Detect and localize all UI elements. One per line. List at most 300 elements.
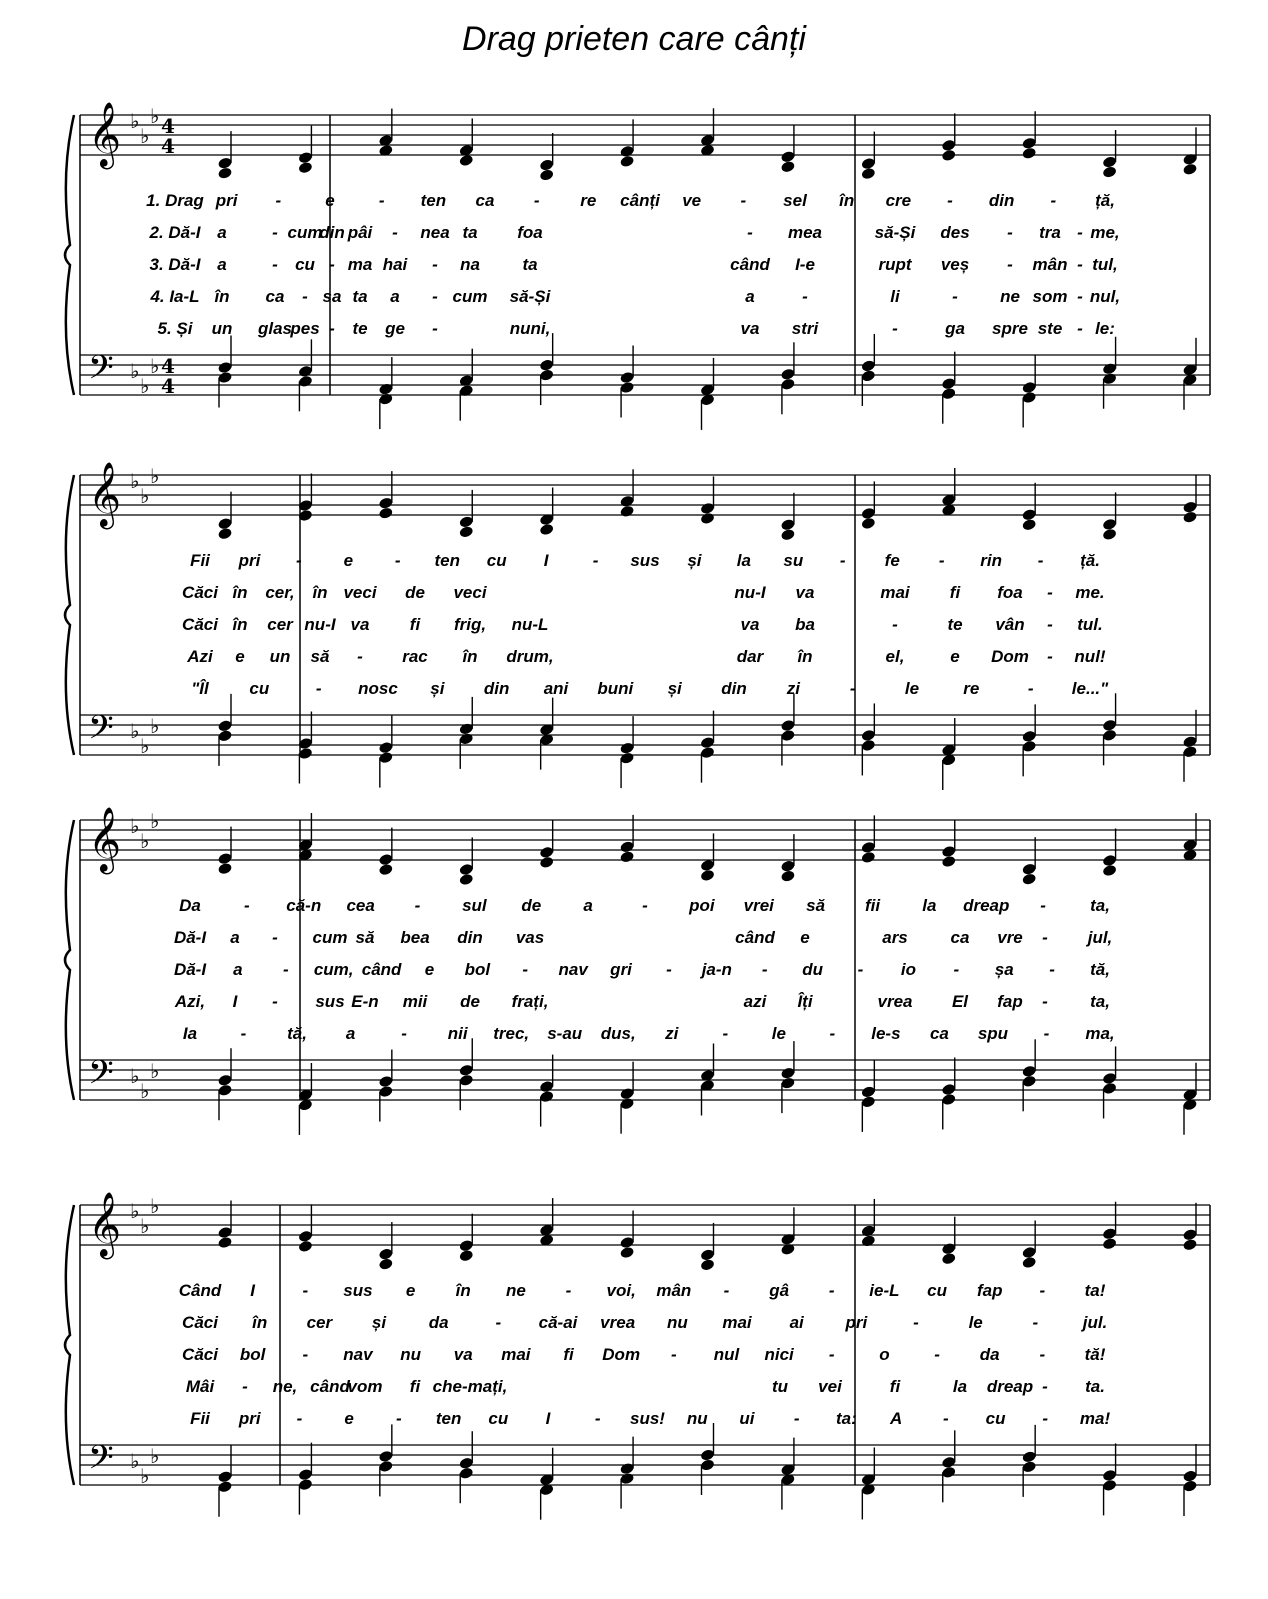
lyric-syllable: - xyxy=(1042,1377,1048,1396)
lyric-syllable: - xyxy=(1027,679,1034,698)
lyric-syllable: bol xyxy=(239,1345,266,1364)
note-head xyxy=(1021,518,1036,531)
lyric-line xyxy=(60,190,1210,212)
lyric-syllable: re xyxy=(963,679,980,698)
lyric-syllable: gri xyxy=(610,960,632,979)
lyric-syllable: că-ai xyxy=(538,1313,578,1332)
lyric-syllable: - xyxy=(1007,223,1013,242)
lyric-syllable: și xyxy=(371,1313,387,1332)
lyric-syllable: ie-L xyxy=(869,1281,900,1300)
lyric-syllable: - xyxy=(522,960,529,979)
lyric-syllable: vrea xyxy=(877,992,913,1011)
lyric-syllable: voi, xyxy=(606,1281,636,1300)
note-head xyxy=(539,168,554,181)
lyric-syllable: re xyxy=(580,191,597,210)
lyric-syllable: - xyxy=(394,551,401,570)
lyric-syllable: cu xyxy=(486,551,507,570)
lyric-syllable: a xyxy=(233,960,243,979)
lyric-syllable: 2. Dă-I xyxy=(149,223,201,242)
lyric-syllable: cum xyxy=(452,287,488,306)
lyric-syllable: fi xyxy=(889,1377,901,1396)
note-head xyxy=(861,517,876,530)
lyric-syllable: - xyxy=(432,255,438,274)
lyric-syllable: în xyxy=(312,583,328,602)
lyric-line xyxy=(60,222,1210,244)
lyric-syllable: e xyxy=(344,1409,354,1428)
lyric-syllable: sus xyxy=(630,551,660,570)
lyric-syllable: frig, xyxy=(453,615,487,634)
lyric-syllable: a xyxy=(745,287,755,306)
lyric-syllable: pri xyxy=(238,551,261,570)
lyric-syllable: mea xyxy=(787,223,823,242)
lyric-syllable: a xyxy=(583,896,593,915)
lyric-syllable: ta! xyxy=(1084,1281,1106,1300)
lyric-syllable: el, xyxy=(885,647,905,666)
lyric-syllable: spre xyxy=(992,319,1028,338)
lyric-syllable: sus xyxy=(315,992,345,1011)
lyric-syllable: - xyxy=(747,223,753,242)
lyric-syllable: dus, xyxy=(600,1024,636,1043)
lyric-syllable: e xyxy=(800,928,810,947)
lyric-syllable: vas xyxy=(515,928,545,947)
note-head xyxy=(217,166,232,179)
lyric-syllable: - xyxy=(1042,1409,1049,1428)
lyric-syllable: ță. xyxy=(1080,551,1100,570)
lyric-syllable: - xyxy=(892,319,898,338)
lyric-syllable: Fii xyxy=(190,1409,210,1428)
lyric-syllable: gâ xyxy=(769,1281,790,1300)
lyric-syllable: - xyxy=(495,1313,502,1332)
page-title: Drag prieten care cânți xyxy=(462,20,806,58)
lyric-syllable: - xyxy=(1032,1313,1039,1332)
lyric-syllable: ge xyxy=(385,319,405,338)
lyric-syllable: - xyxy=(1077,223,1083,242)
lyric-syllable: să xyxy=(806,896,826,915)
lyric-syllable: mii xyxy=(402,992,428,1011)
lyric-syllable: sul xyxy=(462,896,487,915)
flat-icon: ♭ xyxy=(130,719,140,743)
lyric-syllable: ca xyxy=(950,928,970,947)
lyric-syllable: le xyxy=(968,1313,983,1332)
lyric-syllable: ta: xyxy=(835,1409,857,1428)
lyric-syllable: - xyxy=(275,191,282,210)
lyric-syllable: - xyxy=(244,896,250,915)
lyric-syllable: - xyxy=(1049,960,1055,979)
lyric-syllable: pri xyxy=(845,1313,868,1332)
lyric-syllable: ta. xyxy=(1085,1377,1105,1396)
lyric-syllable: din xyxy=(457,928,483,947)
lyric-syllable: I-e xyxy=(795,255,815,274)
lyric-syllable: da xyxy=(979,1345,1000,1364)
lyric-syllable: pâi xyxy=(347,223,373,242)
flat-icon: ♭ xyxy=(130,1449,140,1473)
lyric-syllable: 1. Drag xyxy=(146,191,204,210)
lyric-syllable: - xyxy=(1007,255,1013,274)
lyric-syllable: - xyxy=(793,1409,800,1428)
time-signature: 4 xyxy=(161,354,175,378)
note-head xyxy=(941,149,956,162)
lyric-syllable: va xyxy=(740,615,760,634)
lyric-syllable: Îți xyxy=(797,992,813,1011)
music-system xyxy=(60,95,1210,435)
lyric-syllable: - xyxy=(594,1409,601,1428)
lyric-syllable: nu-I xyxy=(734,583,766,602)
lyric-line xyxy=(60,678,1210,700)
flat-icon: ♭ xyxy=(150,809,160,833)
flat-icon: ♭ xyxy=(130,109,140,133)
lyric-syllable: - xyxy=(272,992,278,1011)
lyric-syllable: ne, xyxy=(272,1377,298,1396)
lyric-syllable: - xyxy=(1039,1345,1046,1364)
lyric-syllable: poi xyxy=(689,896,715,915)
lyric-syllable: vre xyxy=(997,928,1023,947)
lyric-syllable: fe xyxy=(884,551,900,570)
note-head xyxy=(619,155,634,168)
flat-icon: ♭ xyxy=(130,1199,140,1223)
note-head xyxy=(700,869,715,882)
lyric-syllable: - xyxy=(1037,551,1044,570)
lyric-syllable: fap xyxy=(997,992,1023,1011)
treble-clef-icon: 𝄞 xyxy=(88,807,122,872)
lyric-syllable: - xyxy=(828,1345,835,1364)
lyric-syllable: 4. Ia-L xyxy=(150,287,200,306)
lyric-syllable: - xyxy=(378,191,385,210)
lyric-syllable: ani xyxy=(543,679,569,698)
lyric-syllable: - xyxy=(828,1281,835,1300)
lyric-syllable: vrea xyxy=(600,1313,636,1332)
lyric-syllable: cu xyxy=(985,1409,1006,1428)
lyric-syllable: e xyxy=(325,191,335,210)
note-head xyxy=(298,1240,313,1253)
lyric-syllable: stri xyxy=(791,319,819,338)
note-head xyxy=(1182,1238,1197,1251)
music-system xyxy=(60,800,1210,1140)
flat-icon: ♭ xyxy=(130,359,140,383)
note-head xyxy=(861,167,876,180)
lyric-syllable: Ia xyxy=(182,1024,198,1043)
note-head xyxy=(378,506,393,519)
lyric-syllable: me, xyxy=(1090,223,1120,242)
lyric-syllable: ve xyxy=(682,191,702,210)
bass-clef-icon: 𝄢 xyxy=(88,709,114,755)
lyric-syllable: cer xyxy=(306,1313,333,1332)
lyric-syllable: ță, xyxy=(1095,191,1115,210)
lyric-syllable: - xyxy=(432,319,438,338)
lyric-syllable: - xyxy=(666,960,672,979)
note-head xyxy=(780,160,795,173)
lyric-line xyxy=(60,318,1210,340)
lyric-syllable: - xyxy=(565,1281,572,1300)
flat-icon: ♭ xyxy=(130,814,140,838)
lyric-syllable: azi xyxy=(743,992,767,1011)
lyric-syllable: cea xyxy=(346,896,375,915)
note-head xyxy=(780,869,795,882)
bass-clef-icon: 𝄢 xyxy=(88,1054,114,1100)
lyric-syllable: pri xyxy=(238,1409,261,1428)
lyric-syllable: ta xyxy=(352,287,368,306)
time-signature: 4 xyxy=(161,114,175,138)
lyric-syllable: ma! xyxy=(1079,1409,1111,1428)
lyric-syllable: su xyxy=(783,551,804,570)
lyric-syllable: fi xyxy=(409,1377,421,1396)
lyric-syllable: rupt xyxy=(878,255,912,274)
lyric-syllable: Mâi xyxy=(185,1377,215,1396)
note-head xyxy=(1102,1237,1117,1250)
lyric-syllable: ga xyxy=(945,319,965,338)
flat-icon: ♭ xyxy=(150,464,160,488)
lyric-syllable: - xyxy=(1039,1281,1046,1300)
lyric-syllable: cum xyxy=(287,223,323,242)
note-head xyxy=(459,525,474,538)
lyric-syllable: Dă-I xyxy=(173,960,207,979)
lyric-syllable: Căci xyxy=(182,583,218,602)
lyric-line xyxy=(60,1376,1210,1398)
flat-icon: ♭ xyxy=(140,1214,150,1238)
lyric-syllable: - xyxy=(392,223,398,242)
lyric-syllable: ne xyxy=(1000,287,1020,306)
flat-icon: ♭ xyxy=(130,1064,140,1088)
lyric-syllable: Azi xyxy=(187,647,213,666)
note-head xyxy=(217,862,232,875)
lyric-syllable: din xyxy=(483,679,510,698)
lyric-syllable: va xyxy=(740,319,760,338)
lyric-syllable: în xyxy=(839,191,855,210)
bass-clef-icon: 𝄢 xyxy=(88,349,114,395)
lyric-syllable: - xyxy=(1050,191,1057,210)
lyric-syllable: în xyxy=(462,647,478,666)
flat-icon: ♭ xyxy=(150,104,160,128)
note-head xyxy=(539,856,554,869)
lyric-syllable: sus xyxy=(343,1281,373,1300)
lyric-syllable: ba xyxy=(795,615,815,634)
note-head xyxy=(780,528,795,541)
flat-icon: ♭ xyxy=(140,484,150,508)
lyric-syllable: - xyxy=(839,551,846,570)
lyric-syllable: e xyxy=(343,551,354,570)
note-head xyxy=(941,855,956,868)
note-head xyxy=(539,523,554,536)
lyric-syllable: nav xyxy=(343,1345,373,1364)
treble-clef-icon: 𝄞 xyxy=(88,462,122,527)
lyric-syllable: ta, xyxy=(1090,896,1110,915)
flat-icon: ♭ xyxy=(150,1059,160,1083)
lyric-syllable: nav xyxy=(558,960,588,979)
lyric-syllable: me. xyxy=(1075,583,1105,602)
lyric-syllable: vrei xyxy=(743,896,774,915)
lyric-syllable: e xyxy=(424,960,435,979)
lyric-syllable: dar xyxy=(736,647,764,666)
lyric-syllable: tu xyxy=(771,1377,789,1396)
note-head xyxy=(1102,864,1117,877)
lyric-syllable: un xyxy=(211,319,233,338)
lyric-syllable: dreap xyxy=(986,1377,1034,1396)
lyric-syllable: drum, xyxy=(506,647,554,666)
lyric-syllable: nul! xyxy=(1074,647,1106,666)
lyric-syllable: bea xyxy=(400,928,430,947)
lyric-syllable: va xyxy=(795,583,815,602)
lyric-syllable: - xyxy=(296,551,302,570)
flat-icon: ♭ xyxy=(130,469,140,493)
lyric-syllable: șa xyxy=(994,960,1014,979)
flat-icon: ♭ xyxy=(150,714,160,738)
lyric-syllable: în xyxy=(252,1313,268,1332)
note-head xyxy=(619,1246,634,1259)
note-head xyxy=(378,1257,393,1270)
lyric-syllable: - xyxy=(670,1345,677,1364)
lyric-syllable: nu-L xyxy=(511,615,549,634)
lyric-syllable: o xyxy=(879,1345,890,1364)
lyric-line xyxy=(60,286,1210,308)
lyric-syllable: zi xyxy=(786,679,800,698)
lyric-syllable: dreap xyxy=(963,896,1010,915)
lyric-syllable: - xyxy=(396,1409,402,1428)
lyric-syllable: buni xyxy=(597,679,634,698)
lyric-syllable: cu xyxy=(295,255,315,274)
lyric-syllable: - xyxy=(296,1409,303,1428)
lyric-syllable: I xyxy=(545,1409,551,1428)
flat-icon: ♭ xyxy=(150,1194,160,1218)
lyric-syllable: du xyxy=(802,960,824,979)
lyric-syllable: veci xyxy=(453,583,487,602)
lyric-syllable: nu xyxy=(666,1313,688,1332)
lyric-syllable: nul xyxy=(713,1345,740,1364)
lyric-syllable: Fii xyxy=(190,551,210,570)
music-system xyxy=(60,1185,1210,1525)
lyric-syllable: a xyxy=(217,255,227,274)
lyric-syllable: un xyxy=(269,647,291,666)
lyric-syllable: le..." xyxy=(1071,679,1109,698)
lyric-line xyxy=(60,550,1210,572)
lyric-syllable: mai xyxy=(501,1345,531,1364)
lyric-line xyxy=(60,991,1210,1013)
flat-icon: ♭ xyxy=(140,374,150,398)
lyric-syllable: să xyxy=(355,928,375,947)
lyric-syllable: a xyxy=(230,928,240,947)
lyric-syllable: să-Și xyxy=(874,223,916,242)
lyric-line xyxy=(60,254,1210,276)
note-head xyxy=(700,512,715,525)
lyric-syllable: tul, xyxy=(1092,255,1118,274)
lyric-syllable: Dom xyxy=(991,647,1029,666)
lyric-syllable: ten xyxy=(420,191,447,210)
lyric-syllable: fi xyxy=(563,1345,574,1364)
lyric-syllable: tă, xyxy=(287,1024,307,1043)
lyric-syllable: ta, xyxy=(1090,992,1110,1011)
lyric-syllable: trec, xyxy=(493,1024,530,1043)
lyric-syllable: nuni, xyxy=(509,319,551,338)
lyric-syllable: hai xyxy=(382,255,408,274)
lyric-syllable: sel xyxy=(783,191,807,210)
lyric-syllable: bol xyxy=(464,960,491,979)
lyric-syllable: I xyxy=(232,992,238,1011)
lyric-syllable: jul. xyxy=(1082,1313,1108,1332)
note-head xyxy=(1182,510,1197,523)
lyric-syllable: - xyxy=(1040,896,1046,915)
bass-clef-icon: 𝄢 xyxy=(88,1439,114,1485)
lyric-syllable: - xyxy=(1077,319,1083,338)
lyric-syllable: ne xyxy=(505,1281,526,1300)
flat-icon: ♭ xyxy=(150,354,160,378)
lyric-syllable: 3. Dă-I xyxy=(149,255,201,274)
note-head xyxy=(1182,163,1197,176)
lyric-syllable: cu xyxy=(249,679,270,698)
lyric-syllable: sus! xyxy=(630,1409,665,1428)
lyric-syllable: E-n xyxy=(351,992,379,1011)
lyric-syllable: când xyxy=(361,960,402,979)
lyric-syllable: foa xyxy=(997,583,1023,602)
lyric-syllable: cum xyxy=(312,928,348,947)
lyric-syllable: - xyxy=(761,960,768,979)
lyric-syllable: cânți xyxy=(620,191,660,210)
lyric-syllable: și xyxy=(667,679,682,698)
lyric-syllable: le: xyxy=(1095,319,1115,338)
lyric-line xyxy=(60,959,1210,981)
lyric-syllable: Când xyxy=(178,1281,222,1300)
lyric-syllable: e xyxy=(235,647,245,666)
lyric-syllable: - xyxy=(302,1345,309,1364)
lyric-syllable: ui xyxy=(739,1409,755,1428)
lyric-syllable: - xyxy=(329,255,335,274)
lyric-syllable: - xyxy=(1042,992,1048,1011)
note-head xyxy=(619,505,634,518)
note-head xyxy=(217,1236,232,1249)
lyric-syllable: che-mați, xyxy=(432,1377,508,1396)
lyric-syllable: Azi, xyxy=(174,992,206,1011)
lyric-syllable: nosc xyxy=(358,679,398,698)
lyric-line xyxy=(60,646,1210,668)
lyric-syllable: când xyxy=(730,255,770,274)
lyric-syllable: când xyxy=(735,928,775,947)
note-head xyxy=(298,161,313,174)
lyric-syllable: te xyxy=(352,319,368,338)
lyric-syllable: veci xyxy=(343,583,377,602)
lyric-syllable: - xyxy=(272,223,278,242)
lyric-syllable: nul, xyxy=(1089,287,1121,306)
lyric-syllable: Dă-I xyxy=(173,928,207,947)
lyric-syllable: tă, xyxy=(1090,960,1110,979)
lyric-syllable: - xyxy=(829,1024,836,1043)
treble-clef-icon: 𝄞 xyxy=(88,1192,122,1257)
lyric-syllable: din xyxy=(988,191,1015,210)
lyric-syllable: des xyxy=(940,223,970,242)
lyric-syllable: mai xyxy=(880,583,910,602)
lyric-syllable: s-au xyxy=(547,1024,583,1043)
lyric-syllable: - xyxy=(892,615,898,634)
note-head xyxy=(459,873,474,886)
note-head xyxy=(459,154,474,167)
lyric-syllable: de xyxy=(521,896,542,915)
lyric-syllable: ta xyxy=(522,255,538,274)
lyric-line xyxy=(60,927,1210,949)
lyric-syllable: - xyxy=(1047,583,1053,602)
lyric-syllable: ten xyxy=(434,551,460,570)
lyric-syllable: tul. xyxy=(1077,615,1103,634)
lyric-syllable: la xyxy=(952,1377,968,1396)
lyric-syllable: som xyxy=(1032,287,1068,306)
lyric-line xyxy=(60,1023,1210,1045)
lyric-syllable: ja-n xyxy=(701,960,732,979)
lyric-syllable: io xyxy=(900,960,916,979)
lyric-syllable: din xyxy=(721,679,747,698)
lyric-syllable: să-Și xyxy=(509,287,551,306)
note-head xyxy=(941,1252,956,1265)
lyric-syllable: e xyxy=(950,647,960,666)
note-head xyxy=(217,527,232,540)
lyric-syllable: cer, xyxy=(265,583,295,602)
lyric-syllable: - xyxy=(240,1024,247,1043)
lyric-syllable: ca xyxy=(475,191,495,210)
note-head xyxy=(1021,147,1036,160)
